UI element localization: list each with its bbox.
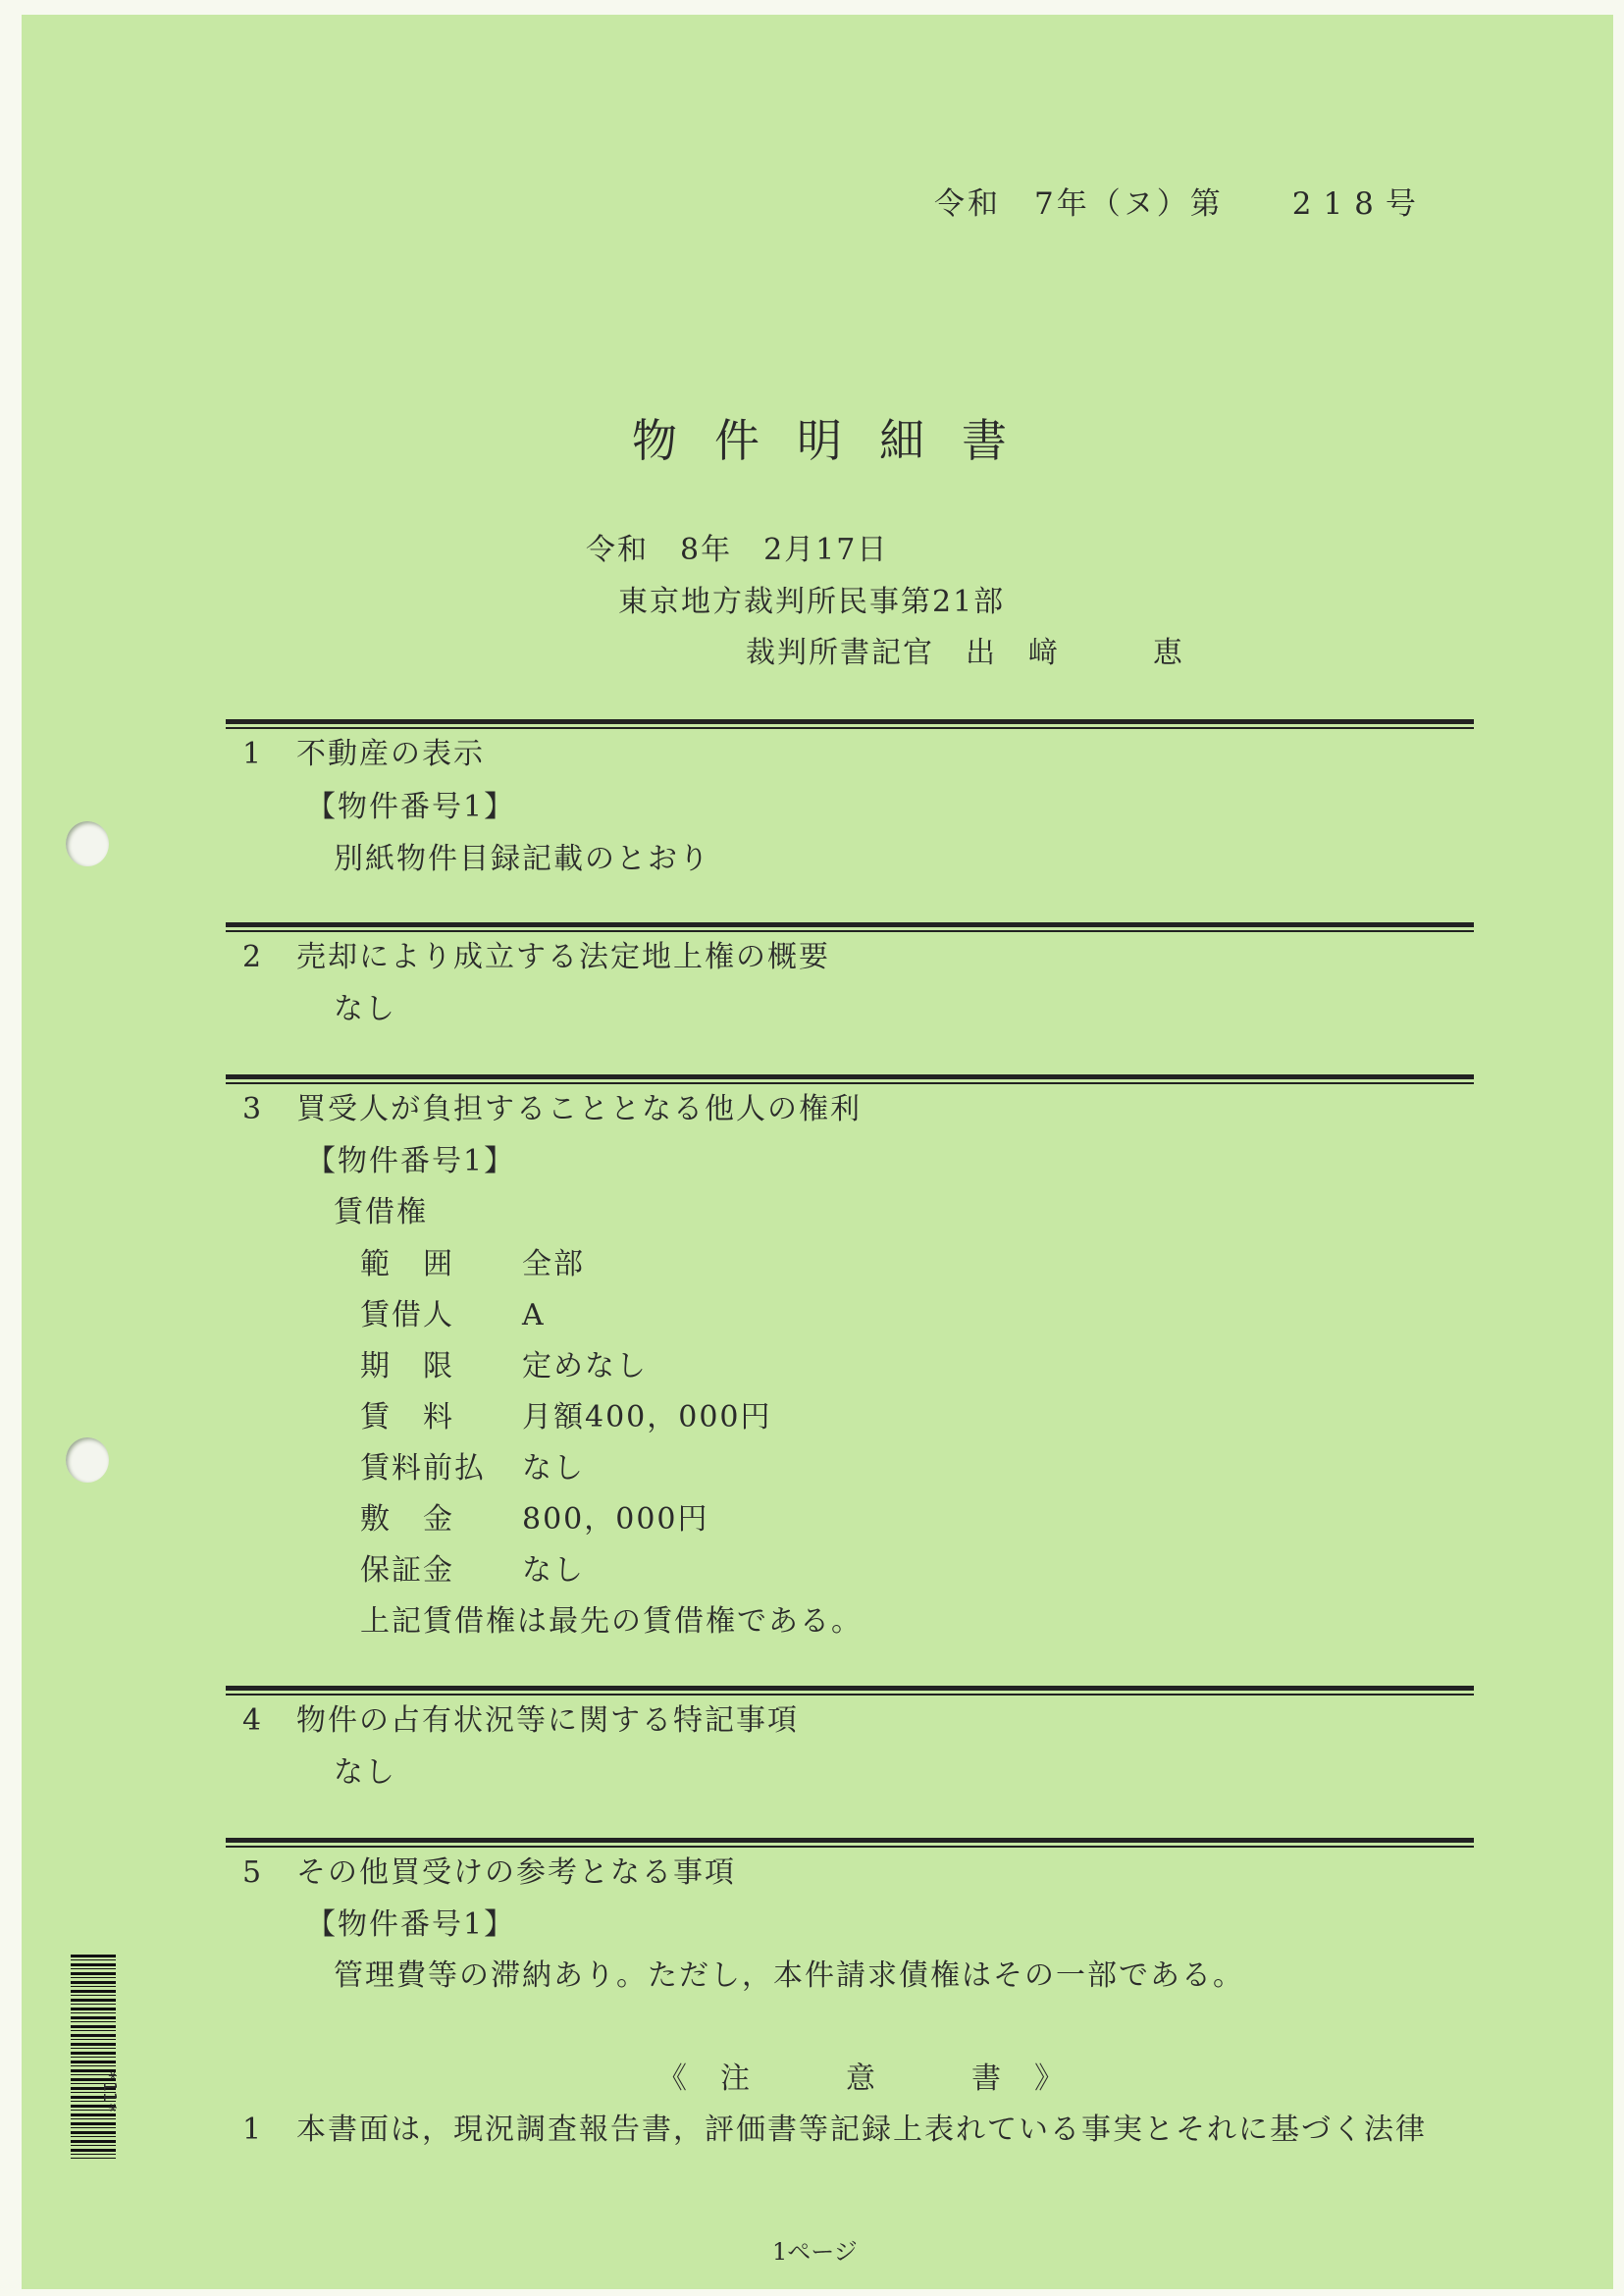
lease-item-key: 保証金 <box>360 1553 454 1588</box>
lease-item-value: 定めなし <box>522 1349 648 1383</box>
lease-item-value: なし <box>522 1451 585 1486</box>
section-1-body: 別紙物件目録記載のとおり <box>334 842 710 876</box>
clerk-line <box>746 628 1184 671</box>
section-5-body: 管理費等の滞納あり。ただし，本件請求債権はその一部である。 <box>334 1958 1244 1993</box>
lease-item <box>360 1443 585 1487</box>
section-title: 買受人が負担することとなる他人の権利 <box>296 1092 862 1126</box>
lease-item-value: なし <box>522 1553 585 1588</box>
section-number: 4 <box>242 1703 264 1738</box>
section-5-heading <box>242 1848 736 1891</box>
section-number: 5 <box>242 1855 264 1890</box>
notice-item-number: 1 <box>242 2113 264 2147</box>
clerk-role: 裁判所書記官 <box>746 636 934 670</box>
lease-item-value: 月額400，000円 <box>522 1400 772 1435</box>
lease-item-value: 800，000円 <box>522 1502 709 1537</box>
property-number: 【物件番号1】 <box>306 790 516 824</box>
section-4-heading <box>242 1696 799 1739</box>
document-page <box>22 15 1613 2289</box>
section-2-heading <box>242 932 830 975</box>
page-number: 1ページ <box>772 2238 858 2266</box>
lease-item-key: 敷 金 <box>360 1502 454 1537</box>
case-prefix: 令和 7年（ヌ）第 <box>934 186 1224 222</box>
clerk-surname: 出 﨑 <box>966 636 1060 670</box>
issue-date: 令和 8年 2月17日 <box>586 533 889 567</box>
case-number-value: 218号 <box>1291 186 1428 222</box>
section-number: 2 <box>242 940 264 974</box>
section-number: 3 <box>242 1092 264 1126</box>
court-name: 東京地方裁判所民事第21部 <box>618 585 1006 619</box>
lease-item-value: A <box>522 1298 546 1332</box>
lease-item <box>360 1239 585 1282</box>
section-number: 1 <box>242 737 264 771</box>
document-title: 物件明細書 <box>632 414 1044 467</box>
lease-note: 上記賃借権は最先の賃借権である。 <box>360 1604 863 1639</box>
punch-hole <box>66 1437 109 1483</box>
lease-item <box>360 1392 772 1435</box>
clerk-given: 恵 <box>1153 636 1184 670</box>
section-title: 売却により成立する法定地上権の概要 <box>296 940 830 974</box>
punch-hole <box>66 821 109 866</box>
notice-heading: 《 注 意 書 》 <box>657 2061 1066 2096</box>
lease-item <box>360 1341 648 1384</box>
section-title: 不動産の表示 <box>296 737 485 771</box>
lease-item <box>360 1290 546 1333</box>
section-2-body: なし <box>334 992 396 1026</box>
section-3-heading <box>242 1084 862 1127</box>
lease-item-key: 範 囲 <box>360 1247 454 1281</box>
property-number: 【物件番号1】 <box>306 1144 516 1178</box>
lease-item-value: 全部 <box>522 1247 585 1281</box>
property-number: 【物件番号1】 <box>306 1907 516 1942</box>
lease-item-key: 賃借人 <box>360 1298 454 1332</box>
notice-item-text: 本書面は，現況調査報告書，評価書等記録上表れている事実とそれに基づく法律 <box>296 2113 1427 2147</box>
lease-item <box>360 1545 585 1589</box>
lease-item <box>360 1494 709 1538</box>
barcode-text: *11* <box>99 2070 120 2113</box>
lease-item-key: 期 限 <box>360 1349 454 1383</box>
section-4-body: なし <box>334 1755 396 1790</box>
section-1-heading <box>242 729 485 772</box>
barcode-icon <box>71 1955 116 2159</box>
lease-item-key: 賃 料 <box>360 1400 454 1435</box>
section-title: 物件の占有状況等に関する特記事項 <box>296 1703 799 1738</box>
section-title: その他買受けの参考となる事項 <box>296 1855 736 1890</box>
case-number <box>934 179 1428 223</box>
notice-item-1 <box>242 2105 1427 2148</box>
lease-item-key: 賃料前払 <box>360 1451 486 1486</box>
lease-right-label: 賃借権 <box>334 1195 428 1229</box>
